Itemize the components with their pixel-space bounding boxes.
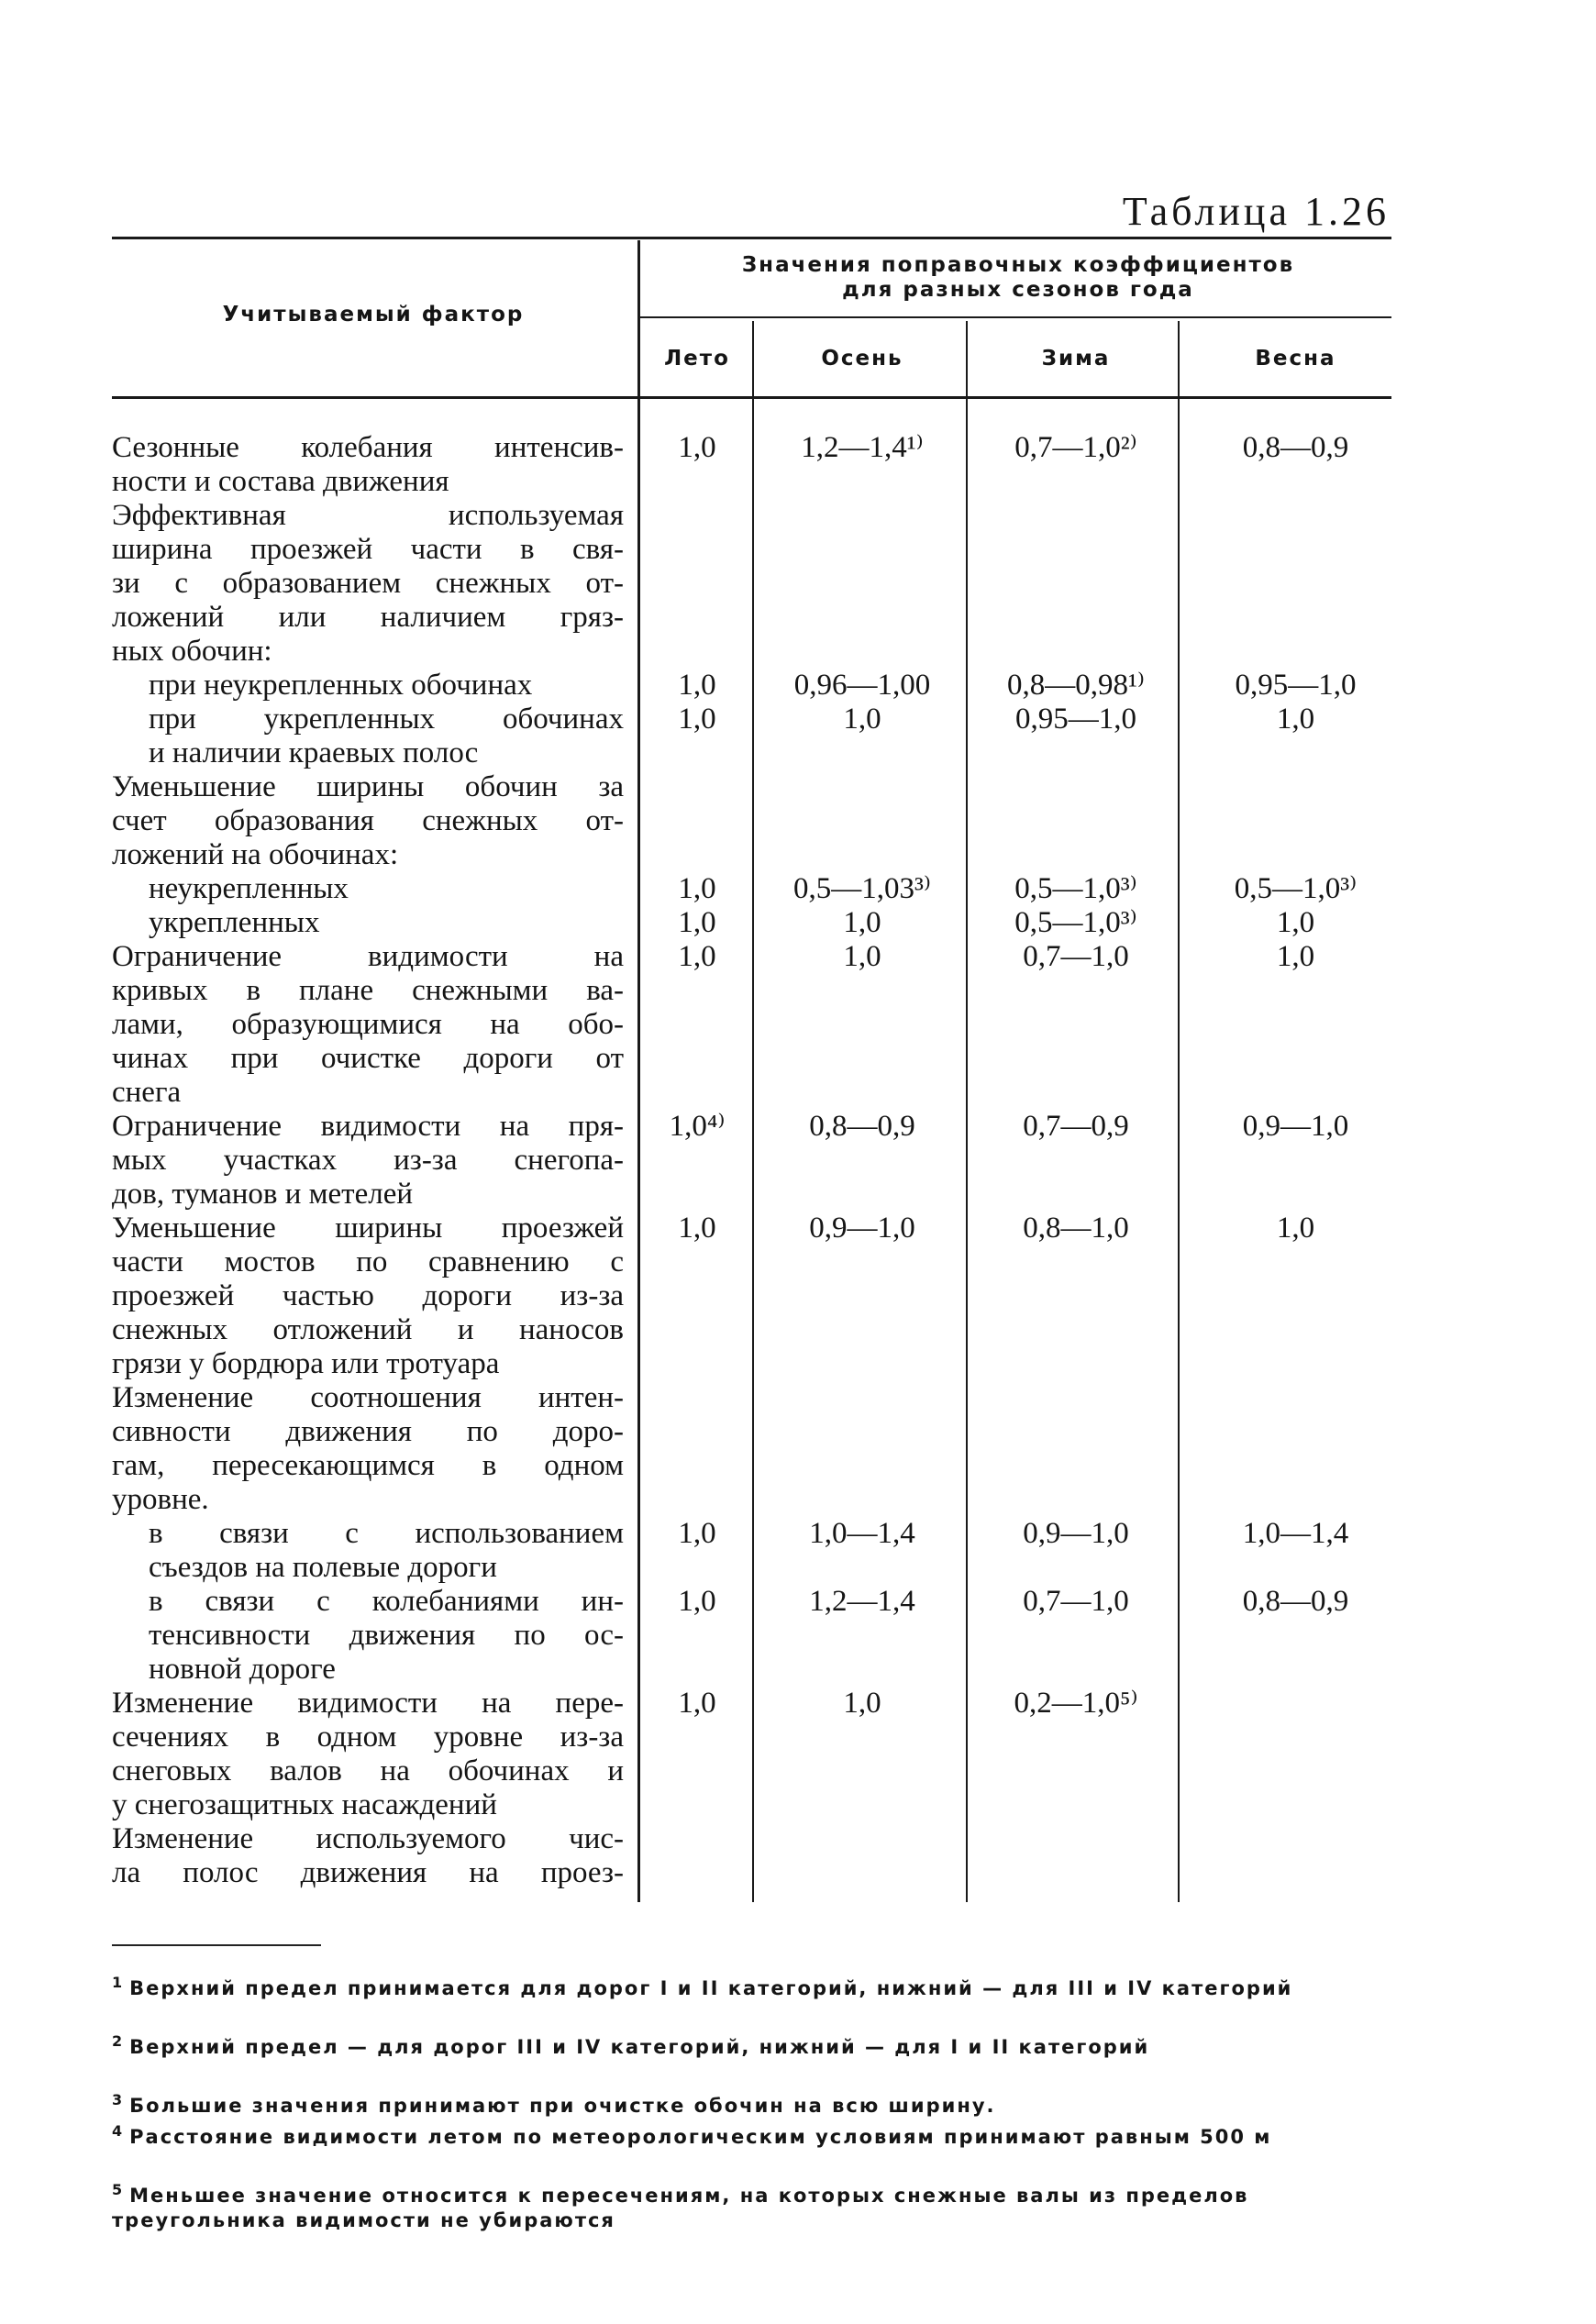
value-winter: 0,8—1,0 — [1023, 1212, 1129, 1245]
factor-line: кривых в плане снежными ва- — [112, 974, 624, 1007]
factor-line: части мостов по сравнению с — [112, 1245, 624, 1278]
column-rule-1 — [637, 240, 640, 1902]
value-autumn: 0,8—0,9 — [809, 1110, 915, 1143]
factor-line: ности и состава движения — [112, 465, 449, 498]
value-summer: 1,0⁴⁾ — [669, 1110, 726, 1143]
value-autumn: 1,0 — [843, 703, 881, 736]
table-top-rule — [112, 237, 1391, 239]
header-season-autumn: Осень — [821, 347, 903, 371]
factor-line: при неукрепленных обочинах — [149, 669, 533, 702]
factor-line: грязи у бордюра или тротуара — [112, 1347, 500, 1380]
value-autumn: 0,9—1,0 — [809, 1212, 915, 1245]
factor-line: снежных отложений и наносов — [112, 1313, 624, 1346]
column-rule-2 — [752, 321, 754, 1902]
value-autumn: 1,2—1,4 — [809, 1585, 915, 1618]
value-summer: 1,0 — [678, 1517, 716, 1550]
factor-line: счет образования снежных от- — [112, 804, 624, 837]
value-spring: 1,0 — [1276, 906, 1315, 939]
factor-line: Изменение соотношения интен- — [112, 1381, 624, 1414]
factor-line: у снегозащитных насаждений — [112, 1788, 497, 1821]
factor-line: проезжей частью дороги из-за — [112, 1279, 624, 1312]
header-season-winter: Зима — [1041, 347, 1111, 371]
value-autumn: 1,0 — [843, 940, 881, 973]
footnote-text: Расстояние видимости летом по метеорологическим условиям принимают равным 500 м — [129, 2126, 1272, 2148]
value-autumn: 1,0—1,4 — [809, 1517, 915, 1550]
footnote — [112, 2087, 1391, 2119]
value-spring: 0,9—1,0 — [1242, 1110, 1349, 1143]
value-autumn: 0,5—1,03³⁾ — [793, 872, 931, 905]
factor-line: чинах при очистке дороги от — [112, 1042, 624, 1075]
factor-line: неукрепленных — [149, 872, 349, 905]
value-winter: 0,7—1,0 — [1023, 1585, 1129, 1618]
footnote-number: 2 — [112, 2032, 125, 2050]
factor-line: новной дороге — [149, 1653, 336, 1686]
value-autumn: 0,96—1,00 — [793, 669, 931, 702]
footnote-text: Верхний предел — для дорог III и IV категорий, нижний — для I и II категорий — [129, 2036, 1150, 2058]
factor-line: снеговых валов на обочинах и — [112, 1754, 624, 1787]
factor-line: тенсивности движения по ос- — [149, 1619, 624, 1652]
header-values-group: Значения поправочных коэффициентов для разных сезонов года — [741, 253, 1295, 302]
header-season-summer: Лето — [664, 347, 730, 371]
value-summer: 1,0 — [678, 1687, 716, 1720]
value-autumn: 1,0 — [843, 906, 881, 939]
factor-line: сивности движения по доро- — [112, 1415, 624, 1448]
value-winter: 0,7—0,9 — [1023, 1110, 1129, 1143]
factor-line: при укрепленных обочинах — [149, 703, 624, 736]
header-group-rule — [637, 316, 1391, 318]
factor-line: и наличии краевых полос — [149, 736, 479, 769]
value-summer: 1,0 — [678, 1585, 716, 1618]
value-summer: 1,0 — [678, 431, 716, 464]
factor-line: сечениях в одном уровне из-за — [112, 1721, 624, 1754]
factor-line: ложений на обочинах: — [112, 838, 399, 871]
factor-line: Уменьшение ширины обочин за — [112, 770, 624, 803]
footnote — [112, 2029, 1391, 2060]
factor-line: мых участках из-за снегопа- — [112, 1144, 624, 1177]
value-winter: 0,9—1,0 — [1023, 1517, 1129, 1550]
value-spring: 0,95—1,0 — [1235, 669, 1357, 702]
factor-line: Ограничение видимости на пря- — [112, 1110, 624, 1143]
footnote-text: Верхний предел принимается для дорог I и II категорий, нижний — для III и IV категорий — [129, 1977, 1293, 1999]
value-winter: 0,8—0,98¹⁾ — [1007, 669, 1145, 702]
factor-line: ла полос движения на проез- — [112, 1856, 624, 1889]
factor-line: ных обочин: — [112, 635, 272, 668]
value-winter: 0,5—1,0³⁾ — [1014, 906, 1137, 939]
value-winter: 0,5—1,0³⁾ — [1014, 872, 1137, 905]
value-winter: 0,7—1,0 — [1023, 940, 1129, 973]
value-spring: 1,0 — [1276, 703, 1315, 736]
footnote — [112, 2119, 1391, 2150]
value-spring: 0,5—1,0³⁾ — [1234, 872, 1358, 905]
value-summer: 1,0 — [678, 703, 716, 736]
factor-line: дов, туманов и метелей — [112, 1178, 414, 1211]
value-spring: 0,8—0,9 — [1242, 1585, 1349, 1618]
header-season-spring: Весна — [1255, 347, 1336, 371]
footnote-number: 5 — [112, 2181, 125, 2198]
factor-line: Сезонные колебания интенсив- — [112, 431, 624, 464]
value-spring: 1,0 — [1276, 1212, 1315, 1245]
value-summer: 1,0 — [678, 669, 716, 702]
value-autumn: 1,2—1,4¹⁾ — [801, 431, 924, 464]
factor-line: в связи с колебаниями ин- — [149, 1585, 624, 1618]
footnote-number: 3 — [112, 2091, 125, 2108]
factor-line: гам, пересекающимся в одном — [112, 1449, 624, 1482]
factor-line: зи с образованием снежных от- — [112, 567, 624, 600]
value-summer: 1,0 — [678, 872, 716, 905]
footnote — [112, 2177, 1391, 2233]
factor-line: ширина проезжей части в свя- — [112, 533, 624, 566]
value-winter: 0,2—1,0⁵⁾ — [1014, 1687, 1138, 1720]
value-summer: 1,0 — [678, 940, 716, 973]
footnote — [112, 1970, 1391, 2001]
factor-line: Эффективная используемая — [112, 499, 624, 532]
factor-line: уровне. — [112, 1483, 209, 1516]
footnote-text: Большие значения принимают при очистке обочин на всю ширину. — [129, 2095, 996, 2117]
factor-line: лами, образующимися на обо- — [112, 1008, 624, 1041]
value-spring: 0,8—0,9 — [1242, 431, 1349, 464]
footnote-text: Меньшее значение относится к пересечениям, на которых снежные валы из пределов треугольника видимости не убираются — [112, 2185, 1249, 2231]
value-spring: 1,0 — [1276, 940, 1315, 973]
value-summer: 1,0 — [678, 906, 716, 939]
factor-line: снега — [112, 1076, 182, 1109]
value-winter: 0,95—1,0 — [1015, 703, 1136, 736]
factor-line: Уменьшение ширины проезжей — [112, 1212, 624, 1245]
header-factor: Учитываемый фактор — [222, 303, 525, 326]
factor-line: Изменение видимости на пере- — [112, 1687, 624, 1720]
factor-line: Изменение используемого чис- — [112, 1822, 624, 1855]
value-spring: 1,0—1,4 — [1242, 1517, 1349, 1550]
factor-line: съездов на полевые дороги — [149, 1551, 497, 1584]
factor-line: укрепленных — [149, 906, 320, 939]
footnote-number: 1 — [112, 1974, 125, 1991]
table-caption: Таблица 1.26 — [1122, 189, 1390, 234]
footnote-rule — [112, 1944, 321, 1946]
factor-line: в связи с использованием — [149, 1517, 624, 1550]
footnote-number: 4 — [112, 2122, 125, 2140]
factor-line: Ограничение видимости на — [112, 940, 624, 973]
value-autumn: 1,0 — [843, 1687, 881, 1720]
value-winter: 0,7—1,0²⁾ — [1014, 431, 1137, 464]
factor-line: ложений или наличием гряз- — [112, 601, 624, 634]
value-summer: 1,0 — [678, 1212, 716, 1245]
